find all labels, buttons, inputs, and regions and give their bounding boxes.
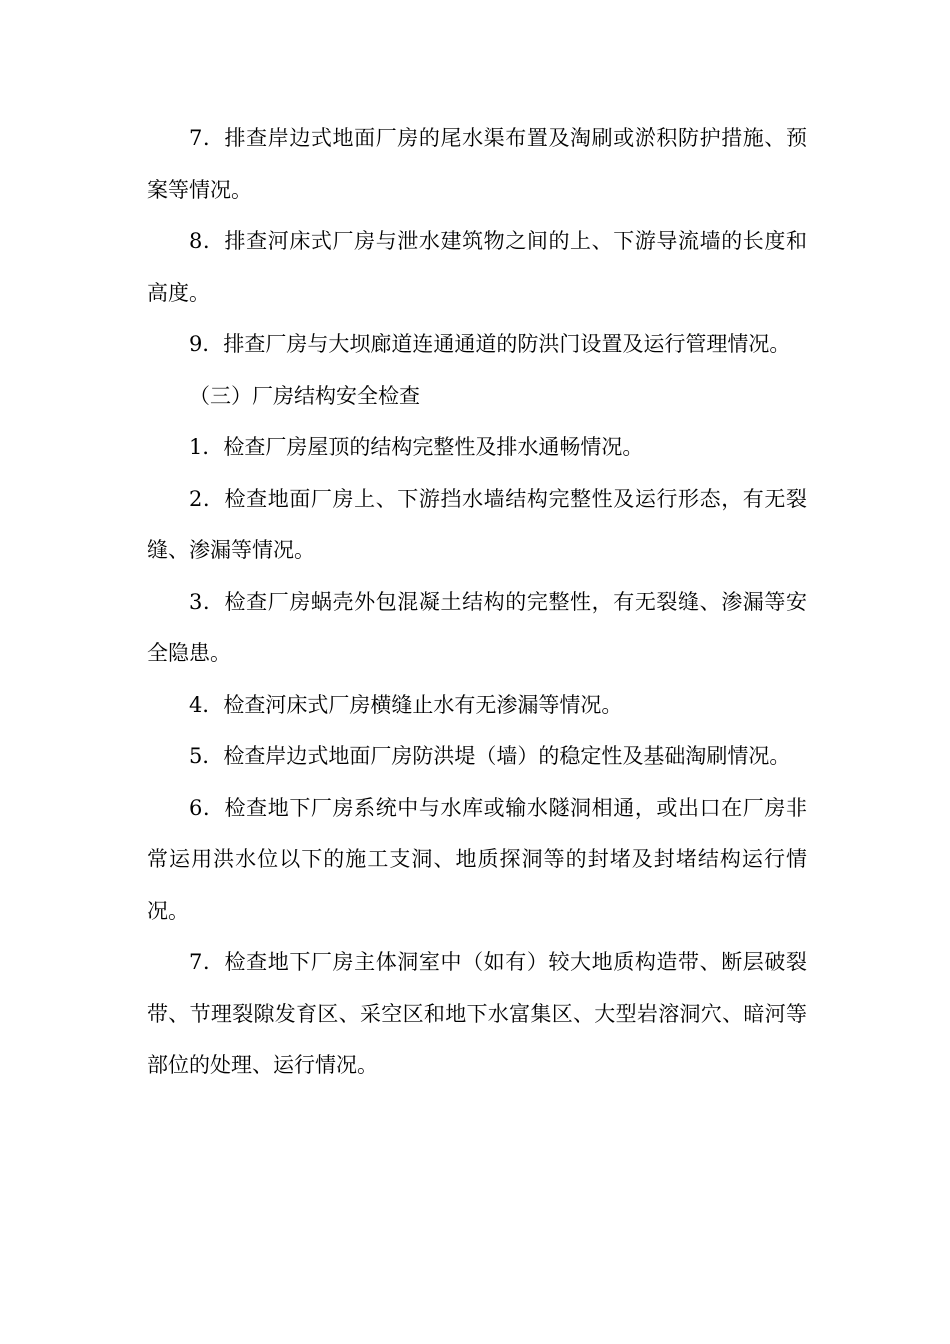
paragraph-item-1-roof: 1．检查厂房屋顶的结构完整性及排水通畅情况。: [189, 435, 644, 459]
paragraph-item-4-transverse-joint: 4．检查河床式厂房横缝止水有无渗漏等情况。: [189, 692, 623, 717]
paragraph-item-9-flood-door: 9．排查厂房与大坝廊道连通通道的防洪门设置及运行管理情况。: [189, 332, 791, 356]
paragraph-item-2-retaining-wall: 2．检查地面厂房上、下游挡水墙结构完整性及运行形态，有无裂缝、渗漏等情况。: [147, 486, 807, 562]
section-heading: （三）厂房结构安全检查: [189, 383, 420, 408]
paragraph-item-6-plugging: 6．检查地下厂房系统中与水库或输水隧洞相通，或出口在厂房非常运用洪水位以下的施工支洞、地质探洞等的封堵及封堵结构运行情况。: [147, 795, 807, 923]
paragraph-item-8-guide-wall: 8．排查河床式厂房与泄水建筑物之间的上、下游导流墙的长度和高度。: [147, 229, 807, 305]
paragraph-item-7-tailrace: 7．排查岸边式地面厂房的尾水渠布置及淘刷或淤积防护措施、预案等情况。: [147, 126, 807, 202]
paragraph-item-5-flood-levee: 5．检查岸边式地面厂房防洪堤（墙）的稳定性及基础淘刷情况。: [189, 744, 791, 768]
paragraph-item-7-geology: 7．检查地下厂房主体洞室中（如有）较大地质构造带、断层破裂带、节理裂隙发育区、采空区和地下水富集区、大型岩溶洞穴、暗河等部位的处理、运行情况。: [147, 950, 807, 1077]
paragraph-item-3-spiral-case: 3．检查厂房蜗壳外包混凝土结构的完整性，有无裂缝、渗漏等安全隐患。: [147, 589, 807, 665]
document-page: [147, 113, 807, 1092]
